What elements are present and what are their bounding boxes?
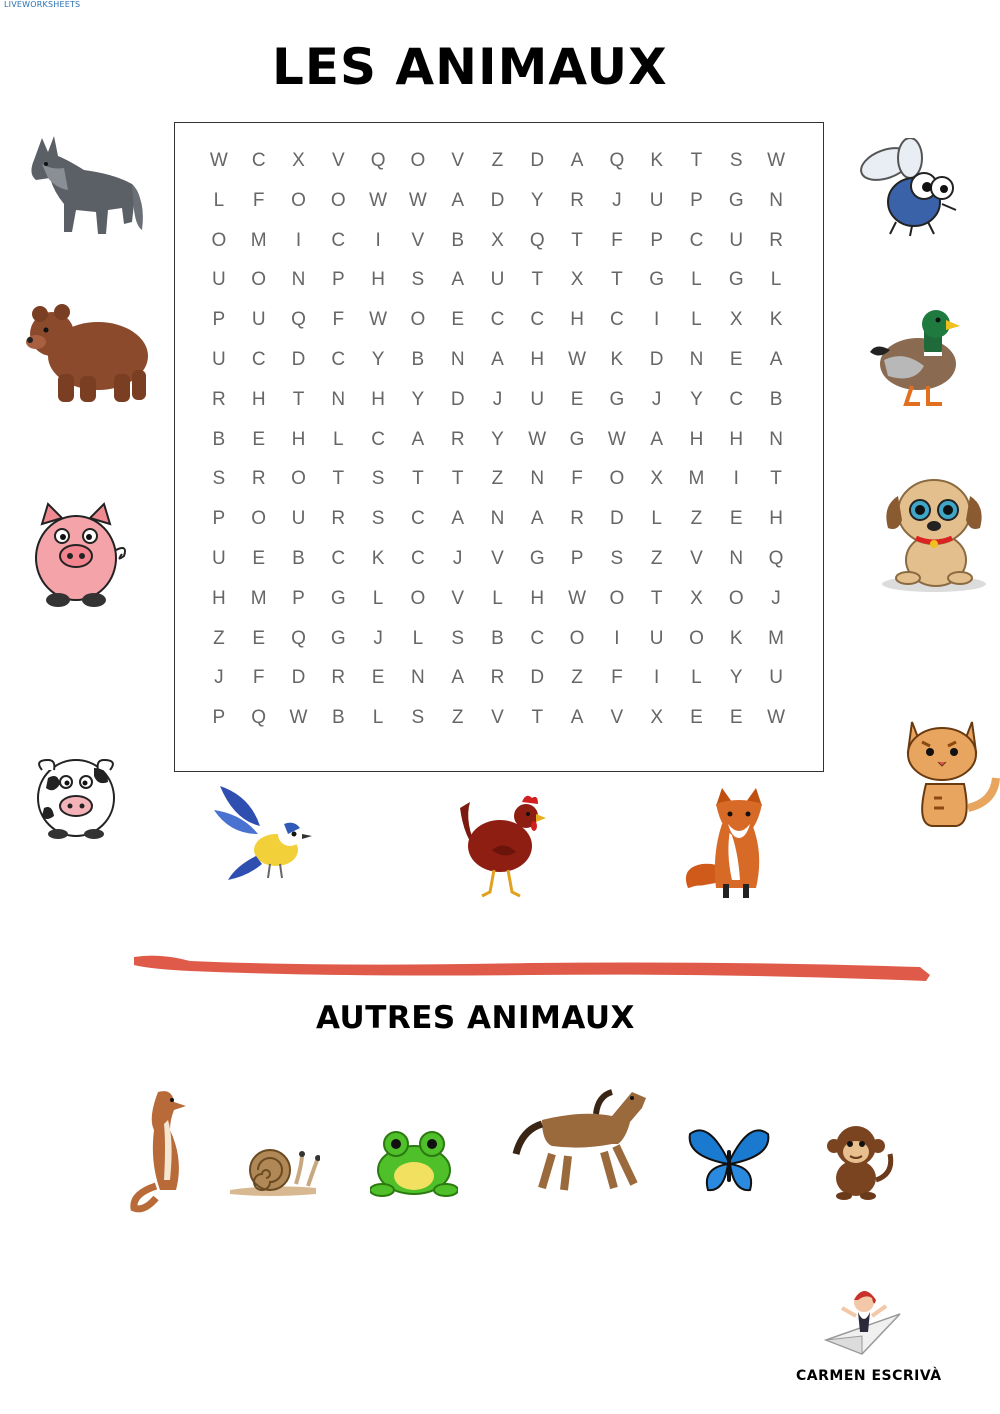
grid-letter[interactable]: J xyxy=(771,587,781,609)
grid-letter[interactable]: L xyxy=(372,707,384,729)
fly-icon xyxy=(856,138,960,238)
grid-letter[interactable]: X xyxy=(292,150,305,171)
grid-letter[interactable]: R xyxy=(570,508,584,530)
grid-letter[interactable]: F xyxy=(611,667,623,689)
grid-letter[interactable]: I xyxy=(733,468,739,490)
grid-letter[interactable]: E xyxy=(252,428,266,450)
grid-letter[interactable]: W xyxy=(568,348,587,370)
grid-letter[interactable]: S xyxy=(212,468,226,490)
grid-letter[interactable]: B xyxy=(769,388,783,410)
dog-icon xyxy=(878,468,988,594)
grid-letter[interactable]: V xyxy=(690,547,703,569)
grid-letter[interactable]: B xyxy=(451,229,465,251)
grid-letter[interactable]: Y xyxy=(530,189,544,211)
author-name: CARMEN ESCRIVÀ xyxy=(796,1368,942,1384)
grid-letter[interactable]: W xyxy=(209,150,228,171)
grid-letter[interactable]: I xyxy=(654,309,660,331)
grid-letter[interactable]: L xyxy=(691,667,702,689)
weasel-icon xyxy=(128,1086,192,1216)
grid-letter[interactable]: A xyxy=(530,508,544,530)
grid-letter[interactable]: Z xyxy=(491,468,504,490)
grid-letter[interactable]: Z xyxy=(690,508,703,530)
grid-letter[interactable]: U xyxy=(212,547,226,569)
grid-letter[interactable]: G xyxy=(609,388,625,410)
grid-letter[interactable]: R xyxy=(570,189,584,211)
grid-letter[interactable]: N xyxy=(769,189,783,211)
grid-letter[interactable]: C xyxy=(689,229,704,251)
grid-letter[interactable]: O xyxy=(609,587,625,609)
grid-letter[interactable]: A xyxy=(451,269,465,291)
wolf-icon xyxy=(24,130,146,240)
grid-letter[interactable]: J xyxy=(651,388,662,410)
grid-letter[interactable]: C xyxy=(251,348,266,370)
grid-letter[interactable]: J xyxy=(452,547,463,569)
grid-letter[interactable]: M xyxy=(768,627,784,649)
grid-letter[interactable]: N xyxy=(291,269,306,291)
grid-letter[interactable]: G xyxy=(569,428,585,450)
divider-line xyxy=(130,945,934,989)
grid-letter[interactable]: R xyxy=(769,229,783,251)
grid-letter[interactable]: C xyxy=(331,348,346,370)
grid-letter[interactable]: S xyxy=(610,547,624,569)
grid-letter[interactable]: C xyxy=(610,309,624,331)
grid-letter[interactable]: N xyxy=(490,508,505,530)
grid-letter[interactable]: C xyxy=(729,388,744,410)
grid-letter[interactable]: K xyxy=(769,309,783,331)
grid-letter[interactable]: L xyxy=(691,269,702,291)
grid-letter[interactable]: T xyxy=(690,150,703,171)
grid-letter[interactable]: A xyxy=(451,667,465,689)
grid-letter[interactable]: L xyxy=(213,189,225,211)
grid-letter[interactable]: U xyxy=(251,309,266,331)
grid-letter[interactable]: D xyxy=(530,150,545,171)
grid-letter[interactable]: T xyxy=(571,229,583,251)
grid-letter[interactable]: W xyxy=(767,150,786,171)
grid-letter[interactable]: W xyxy=(568,587,587,609)
grid-letter[interactable]: A xyxy=(491,348,504,370)
grid-letter[interactable]: L xyxy=(691,309,702,331)
grid-letter[interactable]: P xyxy=(570,547,584,569)
grid-letter[interactable]: T xyxy=(332,468,345,490)
grid-letter[interactable]: H xyxy=(769,508,783,530)
grid-letter[interactable]: F xyxy=(332,309,345,331)
grid-letter[interactable]: R xyxy=(251,468,266,490)
grid-letter[interactable]: D xyxy=(291,348,306,370)
grid-letter[interactable]: W xyxy=(607,428,626,450)
grid-letter[interactable]: I xyxy=(654,667,660,689)
grid-letter[interactable]: U xyxy=(530,388,545,410)
grid-letter[interactable]: O xyxy=(291,189,306,211)
cow-icon xyxy=(34,748,118,840)
grid-letter[interactable]: W xyxy=(528,428,547,450)
grid-letter[interactable]: A xyxy=(769,348,783,370)
grid-letter[interactable]: P xyxy=(292,587,305,609)
grid-letter[interactable]: C xyxy=(331,547,346,569)
grid-letter[interactable]: Q xyxy=(768,547,784,569)
grid-letter[interactable]: V xyxy=(451,587,465,609)
grid-letter[interactable]: B xyxy=(292,547,305,569)
fox-icon xyxy=(682,784,774,900)
grid-letter[interactable]: O xyxy=(728,587,744,609)
grid-letter[interactable]: H xyxy=(371,269,385,291)
grid-letter[interactable]: K xyxy=(371,547,385,569)
grid-letter[interactable]: V xyxy=(451,150,465,171)
grid-letter[interactable]: P xyxy=(212,508,226,530)
grid-letter[interactable]: I xyxy=(375,229,381,251)
grid-letter[interactable]: P xyxy=(212,309,226,331)
cat-icon xyxy=(898,712,1000,830)
grid-letter[interactable]: E xyxy=(729,348,743,370)
grid-letter[interactable]: G xyxy=(649,269,665,291)
grid-letter[interactable]: L xyxy=(412,627,424,649)
grid-letter[interactable]: T xyxy=(292,388,305,410)
grid-letter[interactable]: G xyxy=(330,627,346,649)
grid-letter[interactable]: D xyxy=(450,388,465,410)
grid-letter[interactable]: U xyxy=(291,508,306,530)
grid-letter[interactable]: L xyxy=(770,269,782,291)
grid-letter[interactable]: H xyxy=(251,388,266,410)
bird-icon xyxy=(210,780,314,890)
grid-letter[interactable]: C xyxy=(371,428,385,450)
grid-letter[interactable]: O xyxy=(569,627,585,649)
grid-letter[interactable]: E xyxy=(690,707,703,729)
grid-letter[interactable]: C xyxy=(251,150,266,171)
grid-letter[interactable]: I xyxy=(614,627,620,649)
grid-letter[interactable]: Q xyxy=(529,229,545,251)
section-title: AUTRES ANIMAUX xyxy=(316,1000,635,1036)
grid-letter[interactable]: P xyxy=(331,269,345,291)
grid-letter[interactable]: E xyxy=(570,388,584,410)
grid-letter[interactable]: H xyxy=(570,309,584,331)
grid-letter[interactable]: U xyxy=(490,269,505,291)
grid-letter[interactable]: A xyxy=(451,508,465,530)
snail-icon xyxy=(226,1144,320,1196)
grid-letter[interactable]: E xyxy=(729,508,743,530)
grid-letter[interactable]: O xyxy=(251,269,267,291)
grid-letter[interactable]: U xyxy=(649,627,664,649)
grid-letter[interactable]: A xyxy=(451,189,465,211)
monkey-icon xyxy=(822,1120,894,1200)
grid-letter[interactable]: D xyxy=(610,508,624,530)
grid-letter[interactable]: S xyxy=(451,627,465,649)
grid-letter[interactable]: B xyxy=(411,348,425,370)
grid-letter[interactable]: R xyxy=(212,388,226,410)
horse-icon xyxy=(512,1084,648,1194)
grid-letter[interactable]: F xyxy=(252,667,265,689)
grid-letter[interactable]: K xyxy=(610,348,624,370)
grid-letter[interactable]: J xyxy=(373,627,383,649)
grid-letter[interactable]: O xyxy=(330,189,346,211)
grid-letter[interactable]: G xyxy=(330,587,346,609)
grid-letter[interactable]: R xyxy=(331,508,346,530)
grid-letter[interactable]: X xyxy=(570,269,584,291)
grid-letter[interactable]: U xyxy=(212,269,226,291)
word-search-grid xyxy=(174,122,824,772)
grid-letter[interactable]: Y xyxy=(729,667,743,689)
grid-letter[interactable]: F xyxy=(252,189,265,211)
grid-letter[interactable]: A xyxy=(411,428,425,450)
grid-letter[interactable]: G xyxy=(728,189,744,211)
grid-letter[interactable]: D xyxy=(490,189,505,211)
page-title: LES ANIMAUX xyxy=(272,38,668,96)
grid-letter[interactable]: E xyxy=(252,627,266,649)
grid-letter[interactable]: K xyxy=(729,627,743,649)
grid-letter[interactable]: C xyxy=(530,309,545,331)
grid-letter[interactable]: Z xyxy=(213,627,225,649)
grid-letter[interactable]: C xyxy=(530,627,545,649)
grid-letter[interactable]: L xyxy=(333,428,344,450)
grid-letter[interactable]: U xyxy=(649,189,664,211)
grid-letter[interactable]: O xyxy=(410,309,426,331)
grid-letter[interactable]: H xyxy=(212,587,226,609)
author-avatar xyxy=(822,1284,902,1358)
grid-letter[interactable]: S xyxy=(371,468,385,490)
grid-letter[interactable]: C xyxy=(490,309,505,331)
grid-letter[interactable]: N xyxy=(689,348,704,370)
grid-letter[interactable]: V xyxy=(491,547,504,569)
grid-letter[interactable]: A xyxy=(570,150,584,171)
grid-letter[interactable]: G xyxy=(728,269,744,291)
grid-letter[interactable]: S xyxy=(729,150,743,171)
grid-letter[interactable]: O xyxy=(251,508,267,530)
grid-letter[interactable]: V xyxy=(610,707,624,729)
grid-letter[interactable]: E xyxy=(252,547,266,569)
grid-letter[interactable]: X xyxy=(729,309,743,331)
grid-letter[interactable]: W xyxy=(408,189,427,211)
grid-letter[interactable]: H xyxy=(371,388,385,410)
grid-letter[interactable]: T xyxy=(531,707,544,729)
frog-icon xyxy=(370,1128,458,1198)
grid-letter[interactable]: U xyxy=(212,348,226,370)
grid-letter[interactable]: F xyxy=(611,229,623,251)
grid-letter[interactable]: H xyxy=(530,587,545,609)
grid-letter[interactable]: N xyxy=(769,428,783,450)
grid-letter[interactable]: P xyxy=(650,229,663,251)
grid-letter[interactable]: N xyxy=(331,388,346,410)
grid-letter[interactable]: T xyxy=(531,269,544,291)
grid-letter[interactable]: V xyxy=(331,150,345,171)
grid-letter[interactable]: B xyxy=(212,428,226,450)
grid-letter[interactable]: R xyxy=(331,667,346,689)
grid-letter[interactable]: Z xyxy=(451,707,464,729)
grid-letter[interactable]: F xyxy=(571,468,583,490)
grid-letter[interactable]: D xyxy=(649,348,664,370)
grid-letter[interactable]: S xyxy=(411,707,425,729)
grid-letter[interactable]: T xyxy=(611,269,623,291)
grid-letter[interactable]: H xyxy=(291,428,306,450)
grid-letter[interactable]: T xyxy=(451,468,464,490)
grid-letter[interactable]: X xyxy=(491,229,504,251)
grid-letter[interactable]: O xyxy=(410,150,426,171)
grid-letter[interactable]: M xyxy=(250,587,267,609)
grid-letter[interactable]: O xyxy=(609,468,625,490)
grid-letter[interactable]: P xyxy=(212,707,226,729)
grid-letter[interactable]: A xyxy=(650,428,663,450)
grid-letter[interactable]: O xyxy=(291,468,306,490)
grid-letter[interactable]: B xyxy=(331,707,345,729)
grid-letter[interactable]: T xyxy=(412,468,424,490)
grid-letter[interactable]: W xyxy=(369,189,388,211)
grid-letter[interactable]: U xyxy=(769,667,783,689)
grid-letter[interactable]: J xyxy=(492,388,503,410)
butterfly-icon xyxy=(688,1126,770,1196)
bear-icon xyxy=(22,300,152,408)
grid-letter[interactable]: H xyxy=(530,348,545,370)
grid-letter[interactable]: H xyxy=(689,428,704,450)
grid-letter[interactable]: N xyxy=(411,667,425,689)
grid-letter[interactable]: T xyxy=(650,587,663,609)
grid-letter[interactable]: I xyxy=(295,229,302,251)
grid-letter[interactable]: T xyxy=(770,468,782,490)
grid-letter[interactable]: N xyxy=(729,547,744,569)
grid-letter[interactable]: Y xyxy=(690,388,703,410)
grid-letter[interactable]: M xyxy=(688,468,705,490)
grid-letter[interactable]: C xyxy=(331,229,346,251)
grid-letter[interactable]: O xyxy=(410,587,426,609)
grid-letter[interactable]: J xyxy=(612,189,622,211)
hen-icon xyxy=(452,788,548,900)
grid-letter[interactable]: V xyxy=(491,707,504,729)
grid-letter[interactable]: Q xyxy=(609,150,625,171)
grid-letter[interactable]: E xyxy=(371,667,385,689)
grid-letter[interactable]: E xyxy=(729,707,743,729)
grid-letter[interactable]: Q xyxy=(370,150,386,171)
grid-letter[interactable]: R xyxy=(450,428,465,450)
grid-letter[interactable]: M xyxy=(250,229,267,251)
grid-letter[interactable]: H xyxy=(729,428,744,450)
grid-letter[interactable]: S xyxy=(411,269,425,291)
grid-letter[interactable]: K xyxy=(650,150,663,171)
grid-letter[interactable]: R xyxy=(490,667,505,689)
grid-letter[interactable]: W xyxy=(767,707,786,729)
pig-icon xyxy=(32,502,136,608)
grid-letter[interactable]: D xyxy=(530,667,545,689)
grid-letter[interactable]: X xyxy=(690,587,703,609)
grid-letter[interactable]: G xyxy=(529,547,545,569)
grid-letter[interactable]: X xyxy=(650,707,663,729)
watermark: LIVEWORKSHEETS xyxy=(4,0,81,9)
grid-letter[interactable]: W xyxy=(289,707,308,729)
grid-letter[interactable]: N xyxy=(450,348,465,370)
grid-letter[interactable]: C xyxy=(411,508,425,530)
grid-letter[interactable]: B xyxy=(491,627,504,649)
grid-letter[interactable]: E xyxy=(451,309,465,331)
grid-letter[interactable]: O xyxy=(689,627,704,649)
grid-letter[interactable]: W xyxy=(369,309,388,331)
grid-letter[interactable]: L xyxy=(372,587,384,609)
grid-letter[interactable]: Z xyxy=(650,547,663,569)
grid-letter[interactable]: Y xyxy=(411,388,425,410)
grid-letter[interactable]: J xyxy=(214,667,224,689)
grid-letter[interactable]: D xyxy=(291,667,306,689)
grid-letter[interactable]: N xyxy=(530,468,545,490)
grid-letter[interactable]: O xyxy=(211,229,227,251)
duck-icon xyxy=(862,300,962,408)
grid-letter[interactable]: Q xyxy=(251,707,267,729)
grid-letter[interactable]: V xyxy=(411,229,425,251)
grid-letter[interactable]: L xyxy=(492,587,503,609)
grid-letter[interactable]: Z xyxy=(571,667,583,689)
grid-letter[interactable]: C xyxy=(411,547,425,569)
grid-letter[interactable]: Y xyxy=(371,348,385,370)
grid-letter[interactable]: Q xyxy=(291,627,306,649)
grid-letter[interactable]: Y xyxy=(491,428,504,450)
grid-letter[interactable]: X xyxy=(650,468,663,490)
letter-grid xyxy=(199,151,796,748)
grid-letter[interactable]: Q xyxy=(291,309,306,331)
grid-letter[interactable]: S xyxy=(371,508,385,530)
grid-letter[interactable]: Z xyxy=(491,150,504,171)
grid-letter[interactable]: P xyxy=(690,189,703,211)
grid-letter[interactable]: L xyxy=(651,508,662,530)
grid-letter[interactable]: U xyxy=(729,229,744,251)
grid-letter[interactable]: A xyxy=(570,707,584,729)
